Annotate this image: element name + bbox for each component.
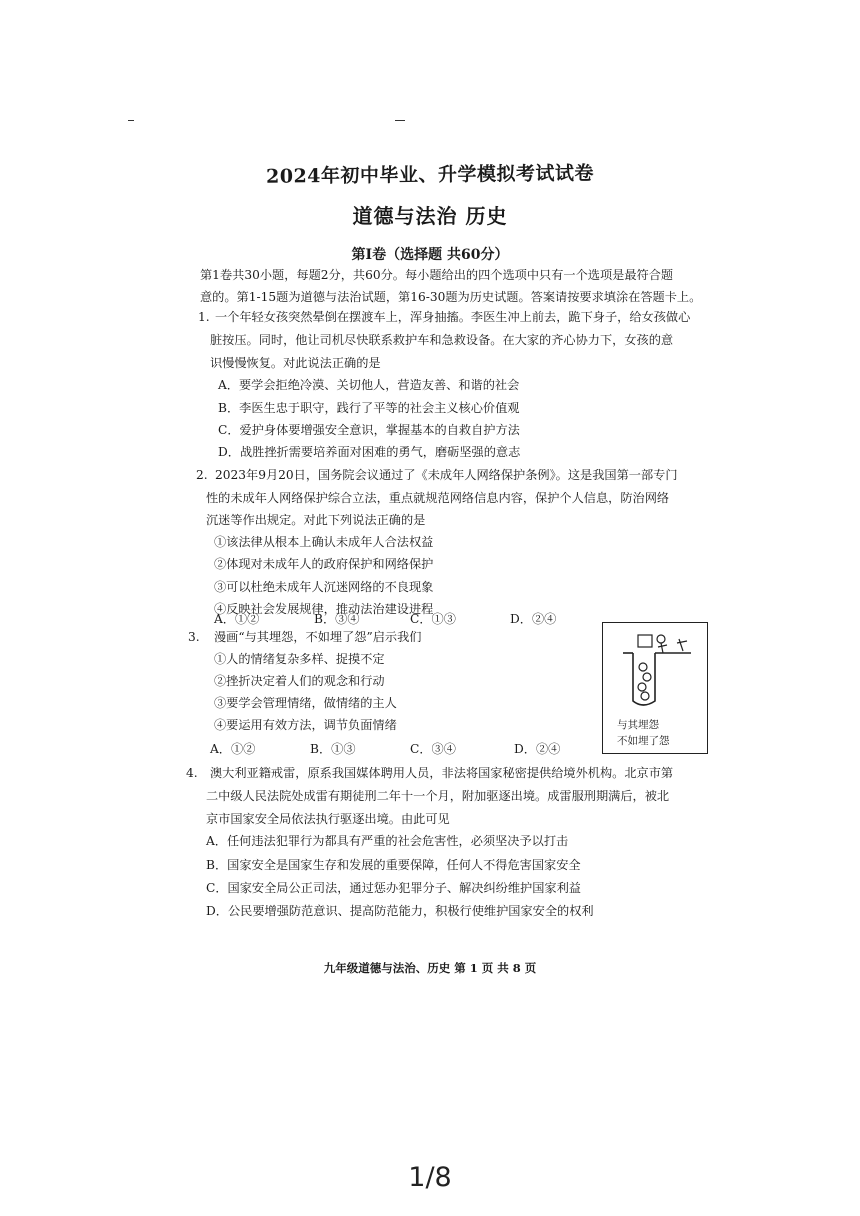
instructions-line: 第1卷共30小题，每题2分，共60分。每小题给出的四个选项中只有一个选项是最符合题: [200, 268, 674, 282]
choice-row: [0, 740, 860, 762]
question-number: 2.: [196, 468, 208, 482]
choice: D．②④: [514, 742, 561, 756]
section-heading: 第Ⅰ卷（选择题 共60分）: [351, 247, 509, 263]
exam-title: 2024年初中毕业、升学模拟考试试卷: [265, 162, 595, 188]
cartoon-caption-line: 不如埋了怨: [617, 735, 670, 747]
question-stem-line: 澳大利亚籍戒雷，原系我国媒体聘用人员，非法将国家秘密提供给境外机构。北京市第: [210, 766, 674, 780]
question-stem-line: 京市国家安全局依法执行驱逐出境。由此可见: [206, 812, 450, 826]
instructions-line: 意的。第1-15题为道德与法治试题，第16-30题为历史试题。答案请按要求填涂在答题卡上。: [200, 290, 702, 304]
question-stem-line: 2023年9月20日，国务院会议通过了《未成年人网络保护条例》。这是我国第一部专门: [215, 468, 678, 482]
question-stem-line: 性的未成年人网络保护综合立法，重点就规范网络信息内容，保护个人信息，防治网络: [206, 491, 670, 505]
statement: ③可以杜绝未成年人沉迷网络的不良现象: [214, 580, 434, 594]
answer-option: B．国家安全是国家生存和发展的重要保障，任何人不得危害国家安全: [206, 858, 581, 872]
answer-option: B．李医生忠于职守，践行了平等的社会主义核心价值观: [218, 401, 520, 415]
answer-option: A．任何违法犯罪行为都具有严重的社会危害性，必须坚决予以打击: [206, 834, 569, 848]
scan-mark: [128, 120, 134, 121]
answer-option: A．要学会拒绝冷漠、关切他人，营造友善、和谐的社会: [218, 378, 520, 392]
statement: ②体现对未成年人的政府保护和网络保护: [214, 557, 434, 571]
page-footer: 九年级道德与法治、历史 第 1 页 共 8 页: [323, 961, 537, 975]
choice: B．③④: [314, 612, 360, 626]
choice: C．③④: [410, 742, 456, 756]
answer-option: D．战胜挫折需要培养面对困难的勇气，磨砺坚强的意志: [218, 445, 521, 459]
choice: B．①③: [310, 742, 356, 756]
question-number: 3.: [188, 630, 200, 644]
answer-option: C．国家安全局公正司法，通过惩办犯罪分子、解决纠纷维护国家利益: [206, 881, 581, 895]
question-number: 4.: [186, 766, 198, 780]
cartoon-drawing: [603, 623, 707, 713]
statement: ①人的情绪复杂多样、捉摸不定: [214, 652, 385, 666]
question-stem-line: 识慢慢恢复。对此说法正确的是: [210, 356, 381, 370]
answer-option: C．爱护身体要增强安全意识，掌握基本的自救自护方法: [218, 423, 520, 437]
question-stem-line: 漫画“与其埋怨，不如埋了怨”启示我们: [214, 630, 422, 644]
choice: A．①②: [214, 612, 260, 626]
page-indicator: 1/8: [408, 1162, 452, 1193]
statement: ④要运用有效方法，调节负面情绪: [214, 718, 397, 732]
exam-subject: 道德与法治 历史: [352, 204, 508, 228]
statement: ①该法律从根本上确认未成年人合法权益: [214, 535, 434, 549]
cartoon-caption-line: 与其埋怨: [617, 719, 659, 731]
statement: ④反映社会发展规律，推动法治建设进程: [214, 602, 434, 616]
question-stem-line: 脏按压。同时，他让司机尽快联系救护车和急救设备。在大家的齐心协力下，女孩的意: [210, 333, 674, 347]
choice: D．②④: [510, 612, 557, 626]
statement: ③要学会管理情绪，做情绪的主人: [214, 696, 397, 710]
choice: A．①②: [210, 742, 256, 756]
question-stem-line: 二中级人民法院处成雷有期徒刑二年十一个月，附加驱逐出境。成雷服刑期满后，被北: [206, 789, 670, 803]
statement: ②挫折决定着人们的观念和行动: [214, 674, 385, 688]
question-stem-line: 沉迷等作出规定。对此下列说法正确的是: [206, 513, 426, 527]
cartoon-illustration: [602, 622, 708, 754]
answer-option: D．公民要增强防范意识、提高防范能力，积极行使维护国家安全的权利: [206, 904, 594, 918]
question-stem-line: 一个年轻女孩突然晕倒在摆渡车上，浑身抽搐。李医生冲上前去，跪下身子，给女孩做心: [215, 310, 691, 324]
scan-mark: [395, 120, 405, 121]
choice: C．①③: [410, 612, 456, 626]
question-number: 1.: [198, 310, 210, 324]
choice-row: [0, 610, 860, 632]
